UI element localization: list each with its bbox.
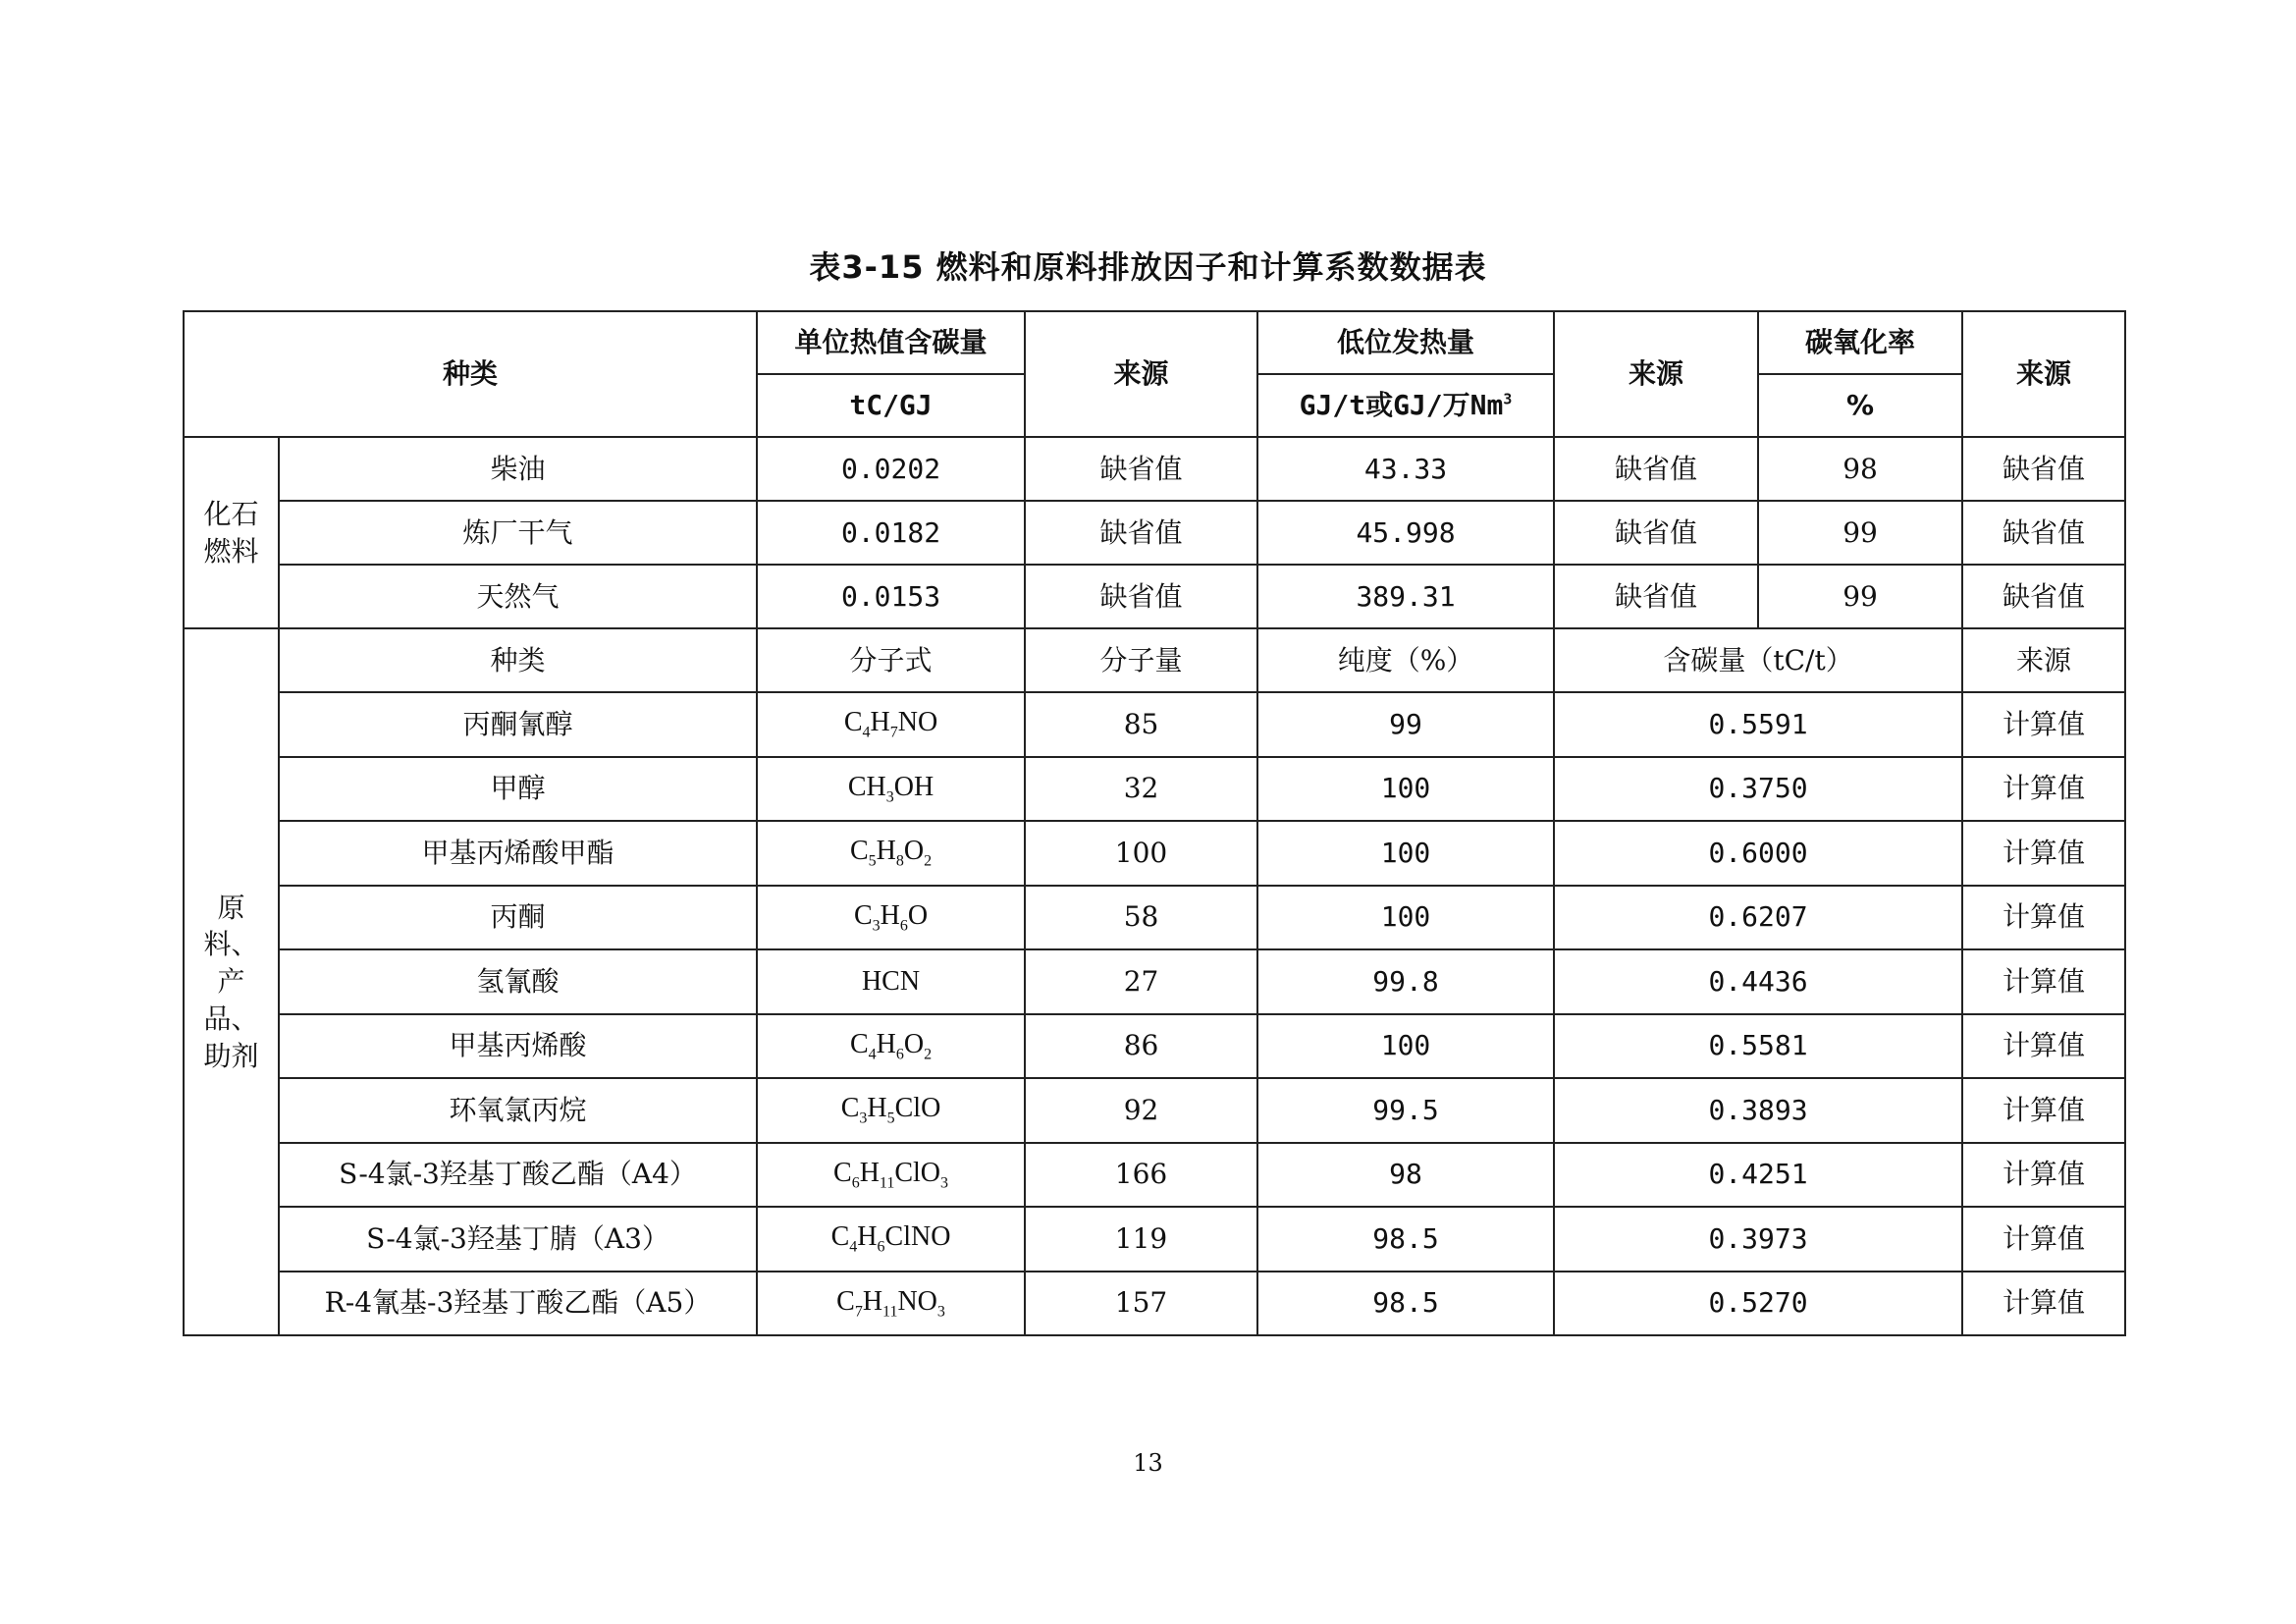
- carbon-content-value: 0.0202: [757, 437, 1025, 501]
- header-type: 种类: [184, 311, 757, 437]
- molecular-formula: $C_4H_7NO$: [757, 692, 1025, 757]
- subheader-purity: 纯度（%）: [1257, 628, 1554, 692]
- material-row: [184, 1143, 2125, 1208]
- page-number: 13: [1133, 1449, 1163, 1477]
- materials-category: [184, 628, 279, 1335]
- material-name: 氢氰酸: [279, 949, 757, 1014]
- fossil-row: [184, 565, 2125, 628]
- material-source: 计算值: [1962, 1207, 2125, 1272]
- ncv-value: 43.33: [1257, 437, 1554, 501]
- purity-value: 99: [1257, 692, 1554, 757]
- material-row: [184, 692, 2125, 757]
- purity-value: 100: [1257, 886, 1554, 950]
- molecular-weight: 86: [1025, 1014, 1257, 1079]
- molecular-weight: 100: [1025, 821, 1257, 886]
- header-source-2: 来源: [1554, 311, 1758, 437]
- fuel-name: 炼厂干气: [279, 501, 757, 565]
- fuel-name: 天然气: [279, 565, 757, 628]
- material-source: 计算值: [1962, 1143, 2125, 1208]
- purity-value: 98: [1257, 1143, 1554, 1208]
- oxidation-source: 缺省值: [1962, 437, 2125, 501]
- material-source: 计算值: [1962, 1272, 2125, 1336]
- material-row: [184, 886, 2125, 950]
- molecular-weight: 27: [1025, 949, 1257, 1014]
- carbon-source: 缺省值: [1025, 501, 1257, 565]
- carbon-source: 缺省值: [1025, 437, 1257, 501]
- carbon-content-value: 0.0153: [757, 565, 1025, 628]
- header-ncv-unit-text: GJ/t或GJ/万Nm: [1299, 389, 1504, 422]
- material-source: 计算值: [1962, 886, 2125, 950]
- material-source: 计算值: [1962, 1014, 2125, 1079]
- carbon-content-value: 0.4436: [1554, 949, 1962, 1014]
- molecular-formula: $C_3H_5ClO$: [757, 1078, 1025, 1143]
- carbon-content-value: 0.6000: [1554, 821, 1962, 886]
- purity-value: 98.5: [1257, 1272, 1554, 1336]
- carbon-content-value: 0.3750: [1554, 757, 1962, 822]
- molecular-weight: 58: [1025, 886, 1257, 950]
- carbon-content-value: 0.5270: [1554, 1272, 1962, 1336]
- material-source: 计算值: [1962, 949, 2125, 1014]
- carbon-source: 缺省值: [1025, 565, 1257, 628]
- purity-value: 100: [1257, 757, 1554, 822]
- emission-factor-table: [183, 310, 2126, 1336]
- purity-value: 100: [1257, 1014, 1554, 1079]
- fossil-category: [184, 437, 279, 628]
- material-row: [184, 1207, 2125, 1272]
- molecular-weight: 166: [1025, 1143, 1257, 1208]
- header-source-1: 来源: [1025, 311, 1257, 437]
- subheader-type: 种类: [279, 628, 757, 692]
- material-row: [184, 1014, 2125, 1079]
- purity-value: 100: [1257, 821, 1554, 886]
- carbon-content-value: 0.3973: [1554, 1207, 1962, 1272]
- material-name: 甲基丙烯酸: [279, 1014, 757, 1079]
- molecular-formula: $C_4H_6O_2$: [757, 1014, 1025, 1079]
- oxidation-value: 99: [1758, 501, 1962, 565]
- header-ncv-unit-sup: 3: [1503, 390, 1513, 408]
- ncv-source: 缺省值: [1554, 565, 1758, 628]
- carbon-content-value: 0.5581: [1554, 1014, 1962, 1079]
- molecular-weight: 32: [1025, 757, 1257, 822]
- molecular-weight: 157: [1025, 1272, 1257, 1336]
- purity-value: 99.8: [1257, 949, 1554, 1014]
- molecular-formula: $C_6H_{11}ClO_3$: [757, 1143, 1025, 1208]
- oxidation-source: 缺省值: [1962, 565, 2125, 628]
- fossil-row: [184, 437, 2125, 501]
- carbon-content-value: 0.5591: [1554, 692, 1962, 757]
- header-row: [184, 311, 2125, 374]
- molecular-weight: 85: [1025, 692, 1257, 757]
- header-oxidation-unit: %: [1758, 374, 1962, 437]
- oxidation-value: 99: [1758, 565, 1962, 628]
- subheader-source: 来源: [1962, 628, 2125, 692]
- oxidation-value: 98: [1758, 437, 1962, 501]
- material-name: 丙酮: [279, 886, 757, 950]
- header-ncv-unit: [1257, 374, 1554, 437]
- oxidation-source: 缺省值: [1962, 501, 2125, 565]
- molecular-formula: $C_3H_6O$: [757, 886, 1025, 950]
- header-source-3: 来源: [1962, 311, 2125, 437]
- ncv-source: 缺省值: [1554, 501, 1758, 565]
- material-name: 甲基丙烯酸甲酯: [279, 821, 757, 886]
- material-name: 丙酮氰醇: [279, 692, 757, 757]
- subheader-molecular-weight: 分子量: [1025, 628, 1257, 692]
- ncv-source: 缺省值: [1554, 437, 1758, 501]
- molecular-formula: $C_5H_8O_2$: [757, 821, 1025, 886]
- carbon-content-value: 0.6207: [1554, 886, 1962, 950]
- ncv-value: 389.31: [1257, 565, 1554, 628]
- molecular-formula: $CH_3OH$: [757, 757, 1025, 822]
- material-name: 环氧氯丙烷: [279, 1078, 757, 1143]
- molecular-formula: HCN: [757, 949, 1025, 1014]
- material-row: [184, 757, 2125, 822]
- header-oxidation: 碳氧化率: [1758, 311, 1962, 374]
- carbon-content-value: 0.0182: [757, 501, 1025, 565]
- materials-subheader-row: [184, 628, 2125, 692]
- purity-value: 99.5: [1257, 1078, 1554, 1143]
- material-row: [184, 949, 2125, 1014]
- purity-value: 98.5: [1257, 1207, 1554, 1272]
- subheader-carbon-content: 含碳量（tC/t）: [1554, 628, 1962, 692]
- material-name: S-4氯-3羟基丁腈（A3）: [279, 1207, 757, 1272]
- carbon-content-value: 0.3893: [1554, 1078, 1962, 1143]
- material-source: 计算值: [1962, 692, 2125, 757]
- material-source: 计算值: [1962, 757, 2125, 822]
- material-name: R-4氰基-3羟基丁酸乙酯（A5）: [279, 1272, 757, 1336]
- material-row: [184, 821, 2125, 886]
- molecular-formula: $C_4H_6ClNO$: [757, 1207, 1025, 1272]
- molecular-weight: 92: [1025, 1078, 1257, 1143]
- material-source: 计算值: [1962, 1078, 2125, 1143]
- fossil-category-label: 化石燃料: [203, 497, 259, 568]
- header-carbon-unit: tC/GJ: [757, 374, 1025, 437]
- header-ncv: 低位发热量: [1257, 311, 1554, 374]
- subheader-formula: 分子式: [757, 628, 1025, 692]
- material-name: S-4氯-3羟基丁酸乙酯（A4）: [279, 1143, 757, 1208]
- table-title: 表3-15 燃料和原料排放因子和计算系数数据表: [809, 248, 1487, 286]
- carbon-content-value: 0.4251: [1554, 1143, 1962, 1208]
- fossil-row: [184, 501, 2125, 565]
- materials-category-label: 原料、产品、助剂: [203, 891, 259, 1072]
- material-source: 计算值: [1962, 821, 2125, 886]
- fuel-name: 柴油: [279, 437, 757, 501]
- material-name: 甲醇: [279, 757, 757, 822]
- material-row: [184, 1078, 2125, 1143]
- material-row: [184, 1272, 2125, 1336]
- molecular-weight: 119: [1025, 1207, 1257, 1272]
- ncv-value: 45.998: [1257, 501, 1554, 565]
- header-carbon-content: 单位热值含碳量: [757, 311, 1025, 374]
- molecular-formula: $C_7H_{11}NO_3$: [757, 1272, 1025, 1336]
